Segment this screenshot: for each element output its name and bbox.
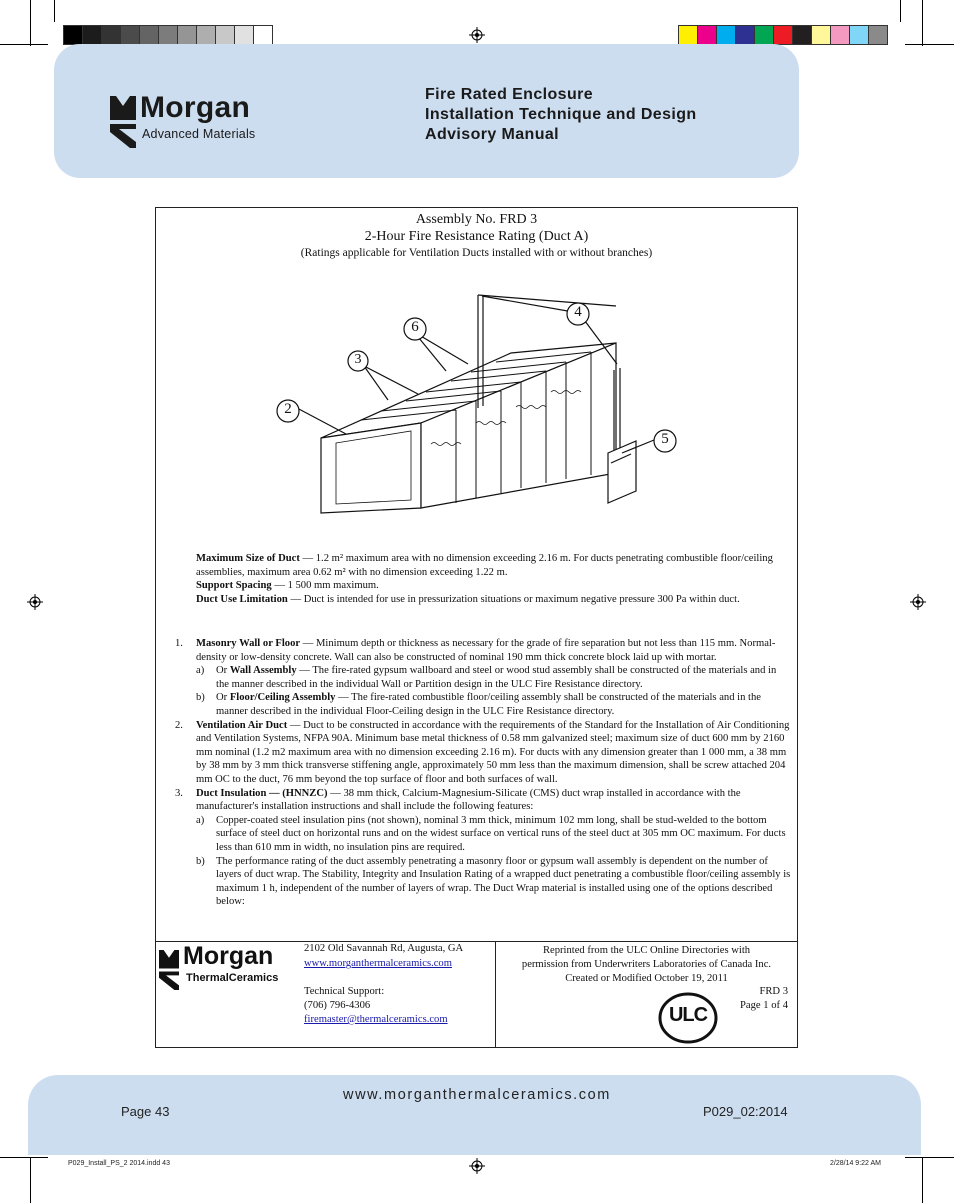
assembly-components-list xyxy=(175,637,791,909)
spec-label: Support Spacing xyxy=(196,580,272,592)
callout-label: 6 xyxy=(411,319,419,335)
registration-mark-icon xyxy=(469,1158,485,1174)
color-swatch xyxy=(83,26,102,44)
item-text: — 38 mm thick, Calcium-Magnesium-Silicate (CMS) duct wrap installed in accordance with the manufacturer's installation instructions and shall include the following features: xyxy=(196,787,741,813)
color-swatch xyxy=(140,26,159,44)
reprint-line: Created or Modified October 19, 2011 xyxy=(565,973,728,984)
footer-logo-wordmark: Morgan xyxy=(183,942,274,970)
item-number: 1. xyxy=(175,638,183,649)
logo-wordmark: Morgan xyxy=(140,91,251,124)
registration-mark-icon xyxy=(27,594,43,610)
rating-applicability: (Ratings applicable for Ventilation Ducts installed with or without branches) xyxy=(300,247,653,259)
item-label: Duct Insulation — (HNNZC) xyxy=(196,787,328,799)
color-swatch xyxy=(102,26,121,44)
color-swatch xyxy=(159,26,178,44)
publication-code: P029_02:2014 xyxy=(703,1104,788,1119)
support-phone: (706) 796-4306 xyxy=(304,1000,371,1011)
reprint-notice xyxy=(496,944,797,986)
support-email-link[interactable]: firemaster@thermalceramics.com xyxy=(304,1014,448,1025)
item-text: — Minimum depth or thickness as necessary for the grade of fire separation but not less than 115 mm. Normal-density or low-density concrete. Wall can also be constructed of nominal 190 mm thick concrete block laid up with mortar. xyxy=(196,638,776,663)
slug-filename: P029_Install_PS_2 2014.indd 43 xyxy=(68,1160,170,1167)
footer-logo-tagline: ThermalCeramics xyxy=(186,972,279,984)
duct-specifications xyxy=(196,552,791,606)
morgan-logo-icon xyxy=(159,948,179,992)
sub-item xyxy=(196,691,791,718)
sub-item-letter: b) xyxy=(196,855,205,867)
spec-text: — 1.2 m² maximum area with no dimension exceeding 2.16 m. For ducts penetrating combustible floor/ceiling assemblies, maximum area 0.62 m² with no dimension exceeding 1.22 m. xyxy=(196,553,773,578)
manual-title xyxy=(425,85,697,145)
sub-item-letter: a) xyxy=(196,814,205,826)
sub-item-text: — The fire-rated combustible floor/ceiling assembly shall be constructed of the materials and in the manner described in the individual Floor-Ceiling design in the ULC Fire Resistance directory. xyxy=(216,692,761,717)
sub-item xyxy=(196,664,791,691)
morgan-logo-icon xyxy=(110,96,136,148)
grayscale-calibration-bar xyxy=(63,25,273,45)
color-swatch xyxy=(254,26,272,44)
color-swatch xyxy=(64,26,83,44)
callout-label: 2 xyxy=(284,401,292,417)
sub-item-text: — The fire-rated gypsum wallboard and steel or wood stud assembly shall be constructed of the materials and in the manner described in the individual Wall or Partition design in the ULC Fire Resistance directory. xyxy=(216,665,777,690)
reprint-line: permission from Underwriters Laboratories of Canada Inc. xyxy=(521,959,772,970)
spec-line xyxy=(196,593,791,607)
callout-label: 4 xyxy=(574,304,582,320)
color-swatch xyxy=(717,26,736,44)
list-item xyxy=(175,787,791,909)
sub-item-text: The performance rating of the duct assembly penetrating a masonry floor or gypsum wall assembly is dependent on the number of layers of duct wrap. The Stability, Integrity and Insulation Rating of a wrapped duct penetrating a combustible floor/ceiling assembly is maximum 1 h, independent of the number of layers of wrap. The Duct Wrap material is installed using one of the options described below: xyxy=(216,855,791,908)
item-number: 2. xyxy=(175,719,183,731)
company-address: 2102 Old Savannah Rd, Augusta, GA xyxy=(304,943,464,954)
item-number: 3. xyxy=(175,787,183,799)
color-swatch xyxy=(736,26,755,44)
callout-label: 5 xyxy=(661,431,669,447)
color-swatch xyxy=(850,26,869,44)
color-swatch xyxy=(698,26,717,44)
sub-item-letter: b) xyxy=(196,692,205,704)
registration-mark-icon xyxy=(910,594,926,610)
spec-label: Duct Use Limitation xyxy=(196,593,288,605)
logo-tagline: Advanced Materials xyxy=(142,127,256,141)
reprint-line: Reprinted from the ULC Online Directories with xyxy=(542,945,751,956)
footer-website: www.morganthermalceramics.com xyxy=(343,1087,611,1103)
sub-item xyxy=(196,814,791,855)
color-swatch xyxy=(121,26,140,44)
item-text: — Duct to be constructed in accordance with the requirements of the Standard for the Installation of Air Conditioning and Ventilation Systems, NFPA 90A. Minimum base metal thickness of 0.58 mm galvanized steel; maximum size of duct 600 mm by 2160 mm nominal (1.2 m2 maximum area with no dimension exceeding 2.16 m). For ducts with any dimension greater than 1 000 mm, a 38 mm by 38 mm by 3 mm thick transverse stiffening angle, approximately 50 mm less than the maximum dimension, shall be screw attached 204 mm OC to the duct, 76 mm beyond the top surface of floor and both surfaces of wall. xyxy=(196,719,790,785)
color-swatch xyxy=(755,26,774,44)
assembly-number: Assembly No. FRD 3 xyxy=(415,212,538,227)
spec-label: Maximum Size of Duct xyxy=(196,553,300,564)
color-swatch xyxy=(774,26,793,44)
color-swatch xyxy=(216,26,235,44)
sub-item xyxy=(196,855,791,909)
color-swatch xyxy=(178,26,197,44)
ulc-mark-text: ULC xyxy=(668,1004,708,1026)
sub-item-prefix: Or xyxy=(216,665,230,677)
list-item xyxy=(175,719,791,787)
sub-item-text: Copper-coated steel insulation pins (not shown), nominal 3 mm thick, minimum 102 mm long, shall be stud-welded to the bottom surface of steel duct on horizontal runs and on the widest surface on vertical runs of the steel duct at 305 mm OC maximum. For ducts less than 610 mm in width, no insulation pins are required. xyxy=(216,814,786,853)
sub-item-prefix: Or xyxy=(216,692,230,704)
item-label: Ventilation Air Duct xyxy=(196,719,288,731)
spec-line xyxy=(196,579,791,593)
callout-label: 3 xyxy=(354,352,362,367)
sub-item-label: Floor/Ceiling Assembly xyxy=(229,692,336,704)
slug-timestamp: 2/28/14 9:22 AM xyxy=(830,1160,881,1167)
spec-text: — Duct is intended for use in pressurization situations or maximum negative pressure 300 Pa within duct. xyxy=(287,593,740,605)
spec-text: — 1 500 mm maximum. xyxy=(271,580,379,592)
sub-item-letter: a) xyxy=(196,665,205,677)
color-swatch xyxy=(869,26,887,44)
sub-item-label: Wall Assembly xyxy=(229,665,297,677)
fire-rating: 2-Hour Fire Resistance Rating (Duct A) xyxy=(364,229,589,244)
item-label: Masonry Wall or Floor xyxy=(196,638,301,649)
page-number: Page 43 xyxy=(121,1104,170,1119)
list-item xyxy=(175,637,791,719)
color-swatch xyxy=(831,26,850,44)
registration-mark-icon xyxy=(469,27,485,43)
color-swatch xyxy=(812,26,831,44)
color-swatch xyxy=(793,26,812,44)
design-number: FRD 3 xyxy=(759,986,788,997)
manual-title-line: Fire Rated Enclosure xyxy=(425,86,594,103)
color-swatch xyxy=(197,26,216,44)
color-calibration-bar xyxy=(678,25,888,45)
manual-title-line: Advisory Manual xyxy=(425,126,560,143)
assembly-document xyxy=(155,207,798,1048)
spec-line xyxy=(196,552,791,579)
color-swatch xyxy=(235,26,254,44)
duct-assembly-diagram xyxy=(256,288,696,518)
support-label: Technical Support: xyxy=(304,986,385,997)
document-page-count: Page 1 of 4 xyxy=(740,1000,788,1011)
color-swatch xyxy=(679,26,698,44)
website-link[interactable]: www.morganthermalceramics.com xyxy=(304,958,452,969)
manual-title-line: Installation Technique and Design xyxy=(425,106,697,123)
